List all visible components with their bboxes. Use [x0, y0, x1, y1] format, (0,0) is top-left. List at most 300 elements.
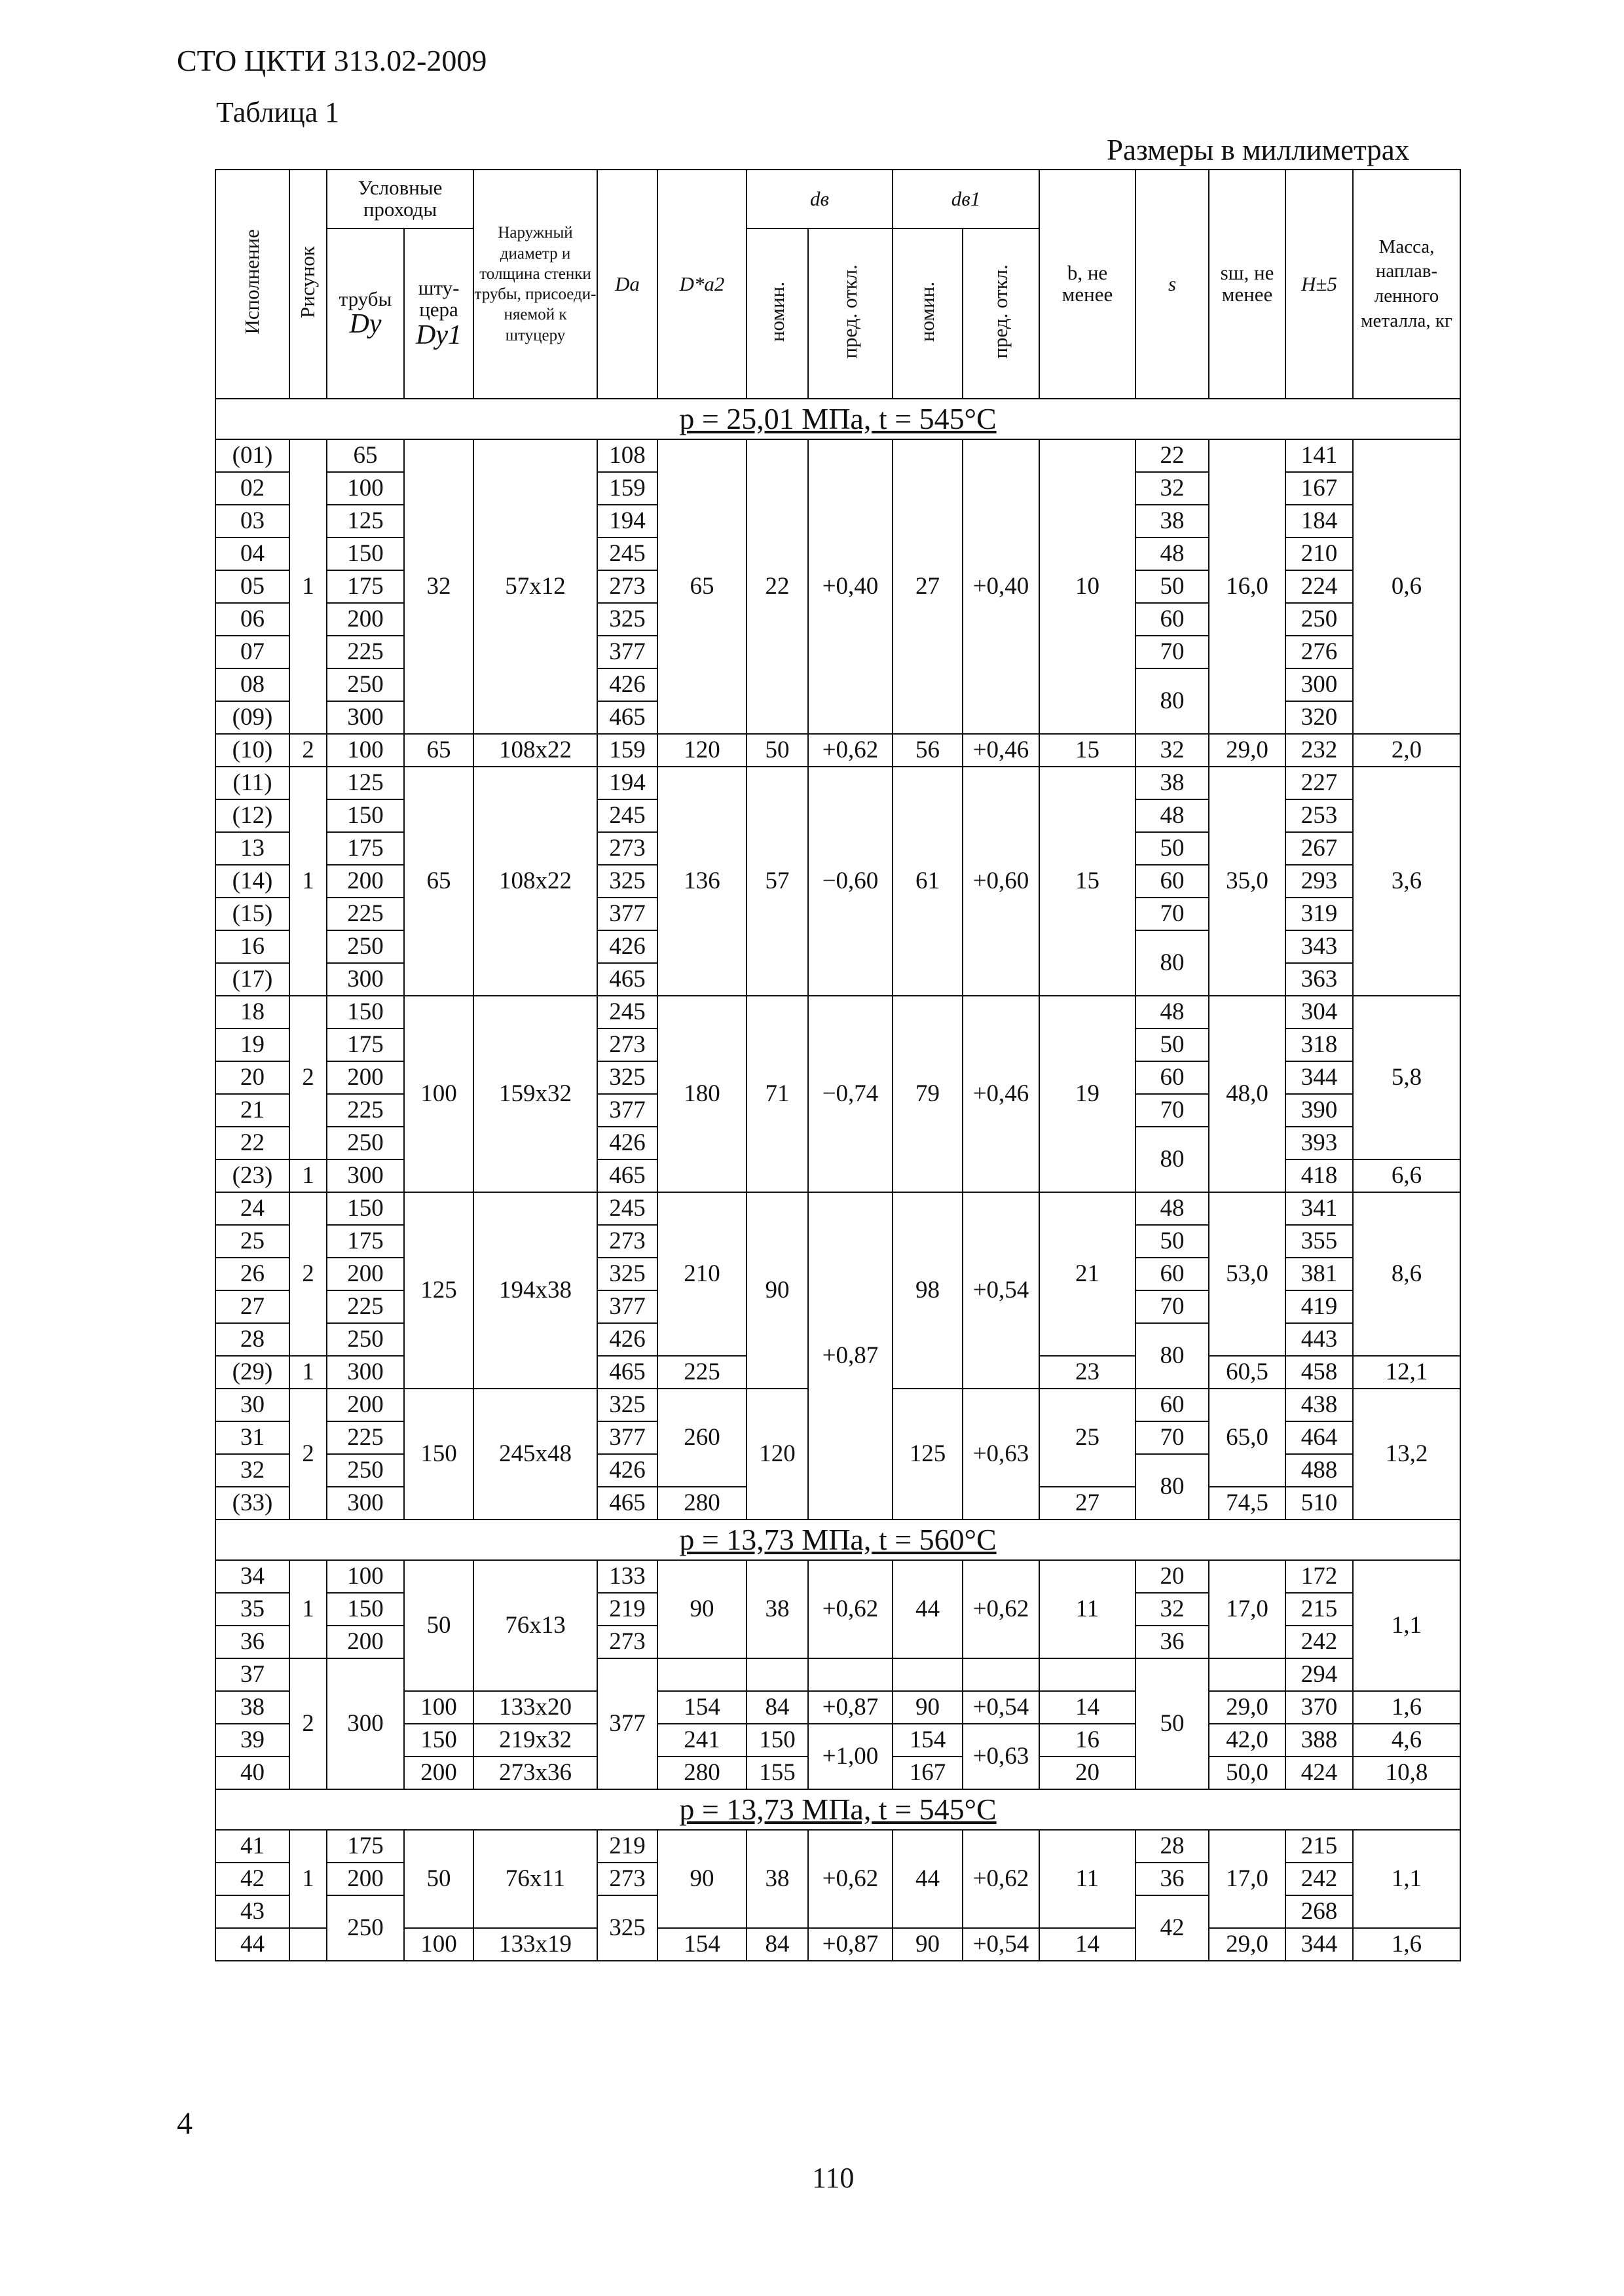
- cell-dy: 225: [327, 1094, 404, 1127]
- cell-massa: 2,0: [1353, 734, 1460, 767]
- section-title: p = 13,73 МПа, t = 560°С: [215, 1520, 1460, 1560]
- cell-b: 21: [1039, 1192, 1135, 1356]
- cell-dv1-nomin: 125: [893, 1389, 963, 1520]
- cell-risunok: 2: [289, 1389, 327, 1520]
- cell-ispolnenie: (12): [215, 799, 289, 832]
- cell-massa: 10,8: [1353, 1757, 1460, 1789]
- cell-da: 194: [597, 767, 657, 799]
- col-massa: Масса, наплав-ленного металла, кг: [1353, 170, 1460, 399]
- cell-dy: 250: [327, 668, 404, 701]
- cell-sh: 16,0: [1209, 439, 1285, 734]
- cell-ispolnenie: 20: [215, 1061, 289, 1094]
- cell-h: 344: [1285, 1928, 1353, 1961]
- cell-ispolnenie: (23): [215, 1159, 289, 1192]
- cell-ispolnenie: 28: [215, 1323, 289, 1356]
- cell-ispolnenie: 19: [215, 1029, 289, 1061]
- cell-dy: 200: [327, 865, 404, 898]
- cell-massa: 1,1: [1353, 1560, 1460, 1691]
- cell-dy: 300: [327, 1487, 404, 1520]
- cell-risunok: 1: [289, 1159, 327, 1192]
- cell-da: 465: [597, 963, 657, 996]
- cell-massa: 1,6: [1353, 1928, 1460, 1961]
- cell-dv1-otkl: +0,60: [963, 767, 1039, 996]
- cell-risunok: 1: [289, 1356, 327, 1389]
- cell-h: 276: [1285, 636, 1353, 668]
- cell-dv1-nomin: 90: [893, 1928, 963, 1961]
- cell-dv-nomin: 71: [747, 996, 808, 1192]
- cell-ispolnenie: 40: [215, 1757, 289, 1789]
- cell-sh: 35,0: [1209, 767, 1285, 996]
- cell-dv-nomin: 120: [747, 1389, 808, 1520]
- cell-s: 50: [1135, 1029, 1209, 1061]
- cell-da: 245: [597, 799, 657, 832]
- cell-da2: 241: [657, 1724, 747, 1757]
- cell-sh: 60,5: [1209, 1356, 1285, 1389]
- cell-dy: 100: [327, 472, 404, 505]
- cell-dv1-nomin: 154: [893, 1724, 963, 1757]
- cell-dv-nomin: 22: [747, 439, 808, 734]
- cell-s: 32: [1135, 472, 1209, 505]
- table-row: [215, 767, 1460, 799]
- cell-da: 377: [597, 1290, 657, 1323]
- cell-da: 465: [597, 701, 657, 734]
- cell-dy1: 150: [404, 1389, 473, 1520]
- cell-b: 19: [1039, 996, 1135, 1192]
- cell-h: 341: [1285, 1192, 1353, 1225]
- cell-dy1: 100: [404, 1928, 473, 1961]
- cell-dy: 200: [327, 1389, 404, 1421]
- cell-massa: 6,6: [1353, 1159, 1460, 1192]
- cell-dv-otkl: −0,60: [808, 767, 893, 996]
- cell-h: 242: [1285, 1863, 1353, 1895]
- cell-b: 25: [1039, 1389, 1135, 1487]
- cell-da: 194: [597, 505, 657, 538]
- cell-dy: 175: [327, 1830, 404, 1863]
- cell-tube-size: 245х48: [473, 1389, 597, 1520]
- cell-da: 273: [597, 1863, 657, 1895]
- cell-ispolnenie: 27: [215, 1290, 289, 1323]
- cell-da2: 154: [657, 1928, 747, 1961]
- cell-sh: 74,5: [1209, 1487, 1285, 1520]
- cell-h: 253: [1285, 799, 1353, 832]
- cell-sh: 48,0: [1209, 996, 1285, 1192]
- cell-ispolnenie: 31: [215, 1421, 289, 1454]
- cell-tube-size: 133х19: [473, 1928, 597, 1961]
- col-dv1-pred-otkl: пред. откл.: [963, 228, 1039, 399]
- cell-s: 28: [1135, 1830, 1209, 1863]
- cell-b: 14: [1039, 1928, 1135, 1961]
- cell-s: 80: [1135, 1127, 1209, 1192]
- table-row: [215, 996, 1460, 1029]
- cell-ispolnenie: (09): [215, 701, 289, 734]
- col-sh: sш, не менее: [1209, 170, 1285, 399]
- section-title: p = 25,01 МПа, t = 545°С: [215, 399, 1460, 439]
- cell-risunok: 2: [289, 1192, 327, 1356]
- cell-h: 510: [1285, 1487, 1353, 1520]
- cell-dy: 200: [327, 1258, 404, 1290]
- cell-da2: 225: [657, 1356, 747, 1389]
- cell-sh: 29,0: [1209, 734, 1285, 767]
- cell-da: 245: [597, 996, 657, 1029]
- cell-h: 242: [1285, 1626, 1353, 1658]
- cell-dy: 150: [327, 996, 404, 1029]
- cell-h: 141: [1285, 439, 1353, 472]
- cell-h: 304: [1285, 996, 1353, 1029]
- cell-dy1: 200: [404, 1757, 473, 1789]
- cell-h: 300: [1285, 668, 1353, 701]
- table-row: [215, 1560, 1460, 1593]
- cell-ispolnenie: (15): [215, 898, 289, 930]
- cell-dy: 225: [327, 898, 404, 930]
- cell-sh: 17,0: [1209, 1560, 1285, 1658]
- page-number-center: 110: [812, 2162, 855, 2194]
- col-h: H±5: [1285, 170, 1353, 399]
- cell-da: 426: [597, 930, 657, 963]
- cell-dv-otkl: +0,62: [808, 1560, 893, 1658]
- cell-h: 343: [1285, 930, 1353, 963]
- cell-s: 60: [1135, 1389, 1209, 1421]
- cell-s: 70: [1135, 1421, 1209, 1454]
- table-row: [215, 1658, 1460, 1691]
- cell-dv1-nomin: 44: [893, 1560, 963, 1658]
- col-dv: dв: [747, 170, 893, 228]
- table-row: [215, 439, 1460, 472]
- cell-dy: 300: [327, 701, 404, 734]
- cell-s: 70: [1135, 898, 1209, 930]
- cell-dv1-otkl: +0,54: [963, 1192, 1039, 1389]
- cell-s: 48: [1135, 799, 1209, 832]
- cell-dv1-otkl: +0,40: [963, 439, 1039, 734]
- cell-dy: 175: [327, 570, 404, 603]
- cell-ispolnenie: (01): [215, 439, 289, 472]
- cell-dv-otkl: +0,87: [808, 1691, 893, 1724]
- cell-da2: 260: [657, 1389, 747, 1487]
- cell-da: 159: [597, 472, 657, 505]
- cell-dy: 175: [327, 1029, 404, 1061]
- cell-h: 464: [1285, 1421, 1353, 1454]
- units-note: Размеры в миллиметрах: [1107, 134, 1410, 166]
- cell-h: 293: [1285, 865, 1353, 898]
- cell-da: 465: [597, 1159, 657, 1192]
- cell-tube-size: 108х22: [473, 767, 597, 996]
- cell-da: 377: [597, 1094, 657, 1127]
- cell-dv-nomin: 57: [747, 767, 808, 996]
- cell-massa: 4,6: [1353, 1724, 1460, 1757]
- cell-ispolnenie: 30: [215, 1389, 289, 1421]
- cell-da: 325: [597, 1895, 657, 1961]
- cell-s: 60: [1135, 1061, 1209, 1094]
- cell-dy: 200: [327, 1626, 404, 1658]
- cell-s: 38: [1135, 767, 1209, 799]
- cell-h: 381: [1285, 1258, 1353, 1290]
- cell-da: 108: [597, 439, 657, 472]
- col-s: s: [1135, 170, 1209, 399]
- cell-dv1-nomin: 44: [893, 1830, 963, 1928]
- cell-dv1-otkl: +0,54: [963, 1691, 1039, 1724]
- cell-risunok: 2: [289, 996, 327, 1159]
- cell-dy: 250: [327, 1127, 404, 1159]
- cell-sh: 29,0: [1209, 1691, 1285, 1724]
- cell-massa: 12,1: [1353, 1356, 1460, 1389]
- cell-dy: 100: [327, 734, 404, 767]
- cell-dv-nomin: 155: [747, 1757, 808, 1789]
- cell-dy1: 50: [404, 1560, 473, 1691]
- cell-h: 438: [1285, 1389, 1353, 1421]
- cell-h: 393: [1285, 1127, 1353, 1159]
- cell-h: 318: [1285, 1029, 1353, 1061]
- cell-massa: 0,6: [1353, 439, 1460, 734]
- cell-s: 32: [1135, 1593, 1209, 1626]
- cell-da: 426: [597, 668, 657, 701]
- cell-s: 50: [1135, 570, 1209, 603]
- cell-dy: 175: [327, 1225, 404, 1258]
- cell-ispolnenie: 18: [215, 996, 289, 1029]
- cell-dv1-nomin: 167: [893, 1757, 963, 1789]
- cell-s: 32: [1135, 734, 1209, 767]
- cell-dy: 225: [327, 1421, 404, 1454]
- cell-dv1-nomin: 27: [893, 439, 963, 734]
- table-row: [215, 1830, 1460, 1863]
- cell-da: 273: [597, 1225, 657, 1258]
- cell-dv1-otkl: +0,62: [963, 1830, 1039, 1928]
- cell-h: 458: [1285, 1356, 1353, 1389]
- cell-h: 388: [1285, 1724, 1353, 1757]
- cell-s: 50: [1135, 1658, 1209, 1789]
- cell-da2: [657, 1658, 747, 1691]
- cell-sh: [1209, 1658, 1285, 1691]
- cell-dy1: 65: [404, 734, 473, 767]
- document-code: СТО ЦКТИ 313.02-2009: [177, 44, 487, 77]
- cell-sh: 53,0: [1209, 1192, 1285, 1356]
- cell-h: 488: [1285, 1454, 1353, 1487]
- cell-dy1: 100: [404, 996, 473, 1192]
- cell-da: 273: [597, 570, 657, 603]
- cell-massa: 8,6: [1353, 1192, 1460, 1356]
- col-uslovnye-prohody: Условные проходы: [327, 170, 473, 228]
- cell-da: 325: [597, 1389, 657, 1421]
- cell-dy: 150: [327, 799, 404, 832]
- cell-dv-otkl: +0,87: [808, 1928, 893, 1961]
- cell-tube-size: 76х13: [473, 1560, 597, 1691]
- cell-s: 50: [1135, 1225, 1209, 1258]
- cell-s: 60: [1135, 865, 1209, 898]
- cell-s: 48: [1135, 996, 1209, 1029]
- cell-dy: 300: [327, 1356, 404, 1389]
- cell-da: 465: [597, 1487, 657, 1520]
- cell-risunok: 1: [289, 439, 327, 734]
- cell-dv1-nomin: 90: [893, 1691, 963, 1724]
- cell-s: 50: [1135, 832, 1209, 865]
- cell-dv-nomin: 150: [747, 1724, 808, 1757]
- section-title: p = 13,73 МПа, t = 545°С: [215, 1789, 1460, 1830]
- cell-s: 70: [1135, 1290, 1209, 1323]
- cell-s: 80: [1135, 1323, 1209, 1389]
- cell-h: 250: [1285, 603, 1353, 636]
- cell-dv-nomin: 38: [747, 1830, 808, 1928]
- cell-ispolnenie: 34: [215, 1560, 289, 1593]
- cell-risunok: 2: [289, 734, 327, 767]
- cell-da: 245: [597, 538, 657, 570]
- cell-dv-nomin: 38: [747, 1560, 808, 1658]
- cell-dy: 150: [327, 538, 404, 570]
- cell-da: 325: [597, 1061, 657, 1094]
- cell-h: 443: [1285, 1323, 1353, 1356]
- cell-dv1-otkl: +0,54: [963, 1928, 1039, 1961]
- cell-h: 184: [1285, 505, 1353, 538]
- cell-dv1-nomin: 61: [893, 767, 963, 996]
- cell-dy: 225: [327, 636, 404, 668]
- cell-s: 70: [1135, 1094, 1209, 1127]
- cell-dv-otkl: +0,87: [808, 1192, 893, 1520]
- cell-da2: 90: [657, 1560, 747, 1658]
- cell-s: 60: [1135, 603, 1209, 636]
- col-risunok: Рисунок: [289, 170, 327, 399]
- cell-ispolnenie: 22: [215, 1127, 289, 1159]
- cell-da: 245: [597, 1192, 657, 1225]
- cell-dv1-nomin: 79: [893, 996, 963, 1192]
- cell-da2: 180: [657, 996, 747, 1192]
- col-shtucera: шту-цера Dy1: [404, 228, 473, 399]
- cell-s: 42: [1135, 1895, 1209, 1961]
- cell-s: 48: [1135, 1192, 1209, 1225]
- cell-dy1: 32: [404, 439, 473, 734]
- cell-ispolnenie: (11): [215, 767, 289, 799]
- cell-dv1-nomin: [893, 1658, 963, 1691]
- cell-dv1-otkl: +0,46: [963, 734, 1039, 767]
- cell-ispolnenie: 06: [215, 603, 289, 636]
- cell-dv-nomin: 84: [747, 1691, 808, 1724]
- cell-da: 377: [597, 1421, 657, 1454]
- dimensions-table: [215, 169, 1461, 1961]
- page-number-left: 4: [177, 2106, 193, 2141]
- cell-da: 377: [597, 1658, 657, 1789]
- cell-dy1: 100: [404, 1691, 473, 1724]
- cell-da2: 120: [657, 734, 747, 767]
- cell-ispolnenie: 13: [215, 832, 289, 865]
- cell-ispolnenie: 42: [215, 1863, 289, 1895]
- cell-b: [1039, 1658, 1135, 1691]
- cell-h: 390: [1285, 1094, 1353, 1127]
- col-dv-pred-otkl: пред. откл.: [808, 228, 893, 399]
- cell-dv-otkl: +0,62: [808, 1830, 893, 1928]
- cell-h: 424: [1285, 1757, 1353, 1789]
- cell-tube-size: 194х38: [473, 1192, 597, 1389]
- cell-b: 10: [1039, 439, 1135, 734]
- cell-ispolnenie: 07: [215, 636, 289, 668]
- cell-dy: 250: [327, 1454, 404, 1487]
- cell-ispolnenie: 32: [215, 1454, 289, 1487]
- table-row: [215, 1192, 1460, 1225]
- col-da2: D*a2: [657, 170, 747, 399]
- cell-dy: 200: [327, 1863, 404, 1895]
- cell-s: 36: [1135, 1863, 1209, 1895]
- cell-dy: 175: [327, 832, 404, 865]
- cell-da2: 90: [657, 1830, 747, 1928]
- cell-ispolnenie: 38: [215, 1691, 289, 1724]
- cell-ispolnenie: (29): [215, 1356, 289, 1389]
- cell-dy: 200: [327, 1061, 404, 1094]
- col-dv1-nomin: номин.: [893, 228, 963, 399]
- cell-sh: 29,0: [1209, 1928, 1285, 1961]
- cell-h: 232: [1285, 734, 1353, 767]
- cell-dv-otkl: +1,00: [808, 1724, 893, 1789]
- cell-dy: 150: [327, 1192, 404, 1225]
- cell-da: 325: [597, 603, 657, 636]
- cell-ispolnenie: 36: [215, 1626, 289, 1658]
- col-dv1: dв1: [893, 170, 1039, 228]
- cell-h: 344: [1285, 1061, 1353, 1094]
- cell-s: 80: [1135, 1454, 1209, 1520]
- cell-tube-size: 133х20: [473, 1691, 597, 1724]
- cell-da: 133: [597, 1560, 657, 1593]
- cell-dv-otkl: +0,40: [808, 439, 893, 734]
- cell-da2: 210: [657, 1192, 747, 1356]
- cell-h: 294: [1285, 1658, 1353, 1691]
- cell-dv-nomin: 90: [747, 1192, 808, 1389]
- cell-dy1: 50: [404, 1830, 473, 1928]
- cell-s: 70: [1135, 636, 1209, 668]
- cell-da2: 154: [657, 1691, 747, 1724]
- cell-massa: 3,6: [1353, 767, 1460, 996]
- cell-h: 419: [1285, 1290, 1353, 1323]
- cell-h: 268: [1285, 1895, 1353, 1928]
- cell-dy: 250: [327, 1895, 404, 1961]
- cell-b: 11: [1039, 1560, 1135, 1658]
- cell-massa: 13,2: [1353, 1389, 1460, 1520]
- cell-b: 11: [1039, 1830, 1135, 1928]
- cell-b: 20: [1039, 1757, 1135, 1789]
- cell-massa: 1,1: [1353, 1830, 1460, 1928]
- cell-ispolnenie: 41: [215, 1830, 289, 1863]
- cell-sh: 42,0: [1209, 1724, 1285, 1757]
- cell-ispolnenie: 05: [215, 570, 289, 603]
- cell-dy: 250: [327, 1323, 404, 1356]
- cell-da: 273: [597, 832, 657, 865]
- cell-b: 16: [1039, 1724, 1135, 1757]
- cell-risunok: 1: [289, 767, 327, 996]
- cell-ispolnenie: 26: [215, 1258, 289, 1290]
- cell-tube-size: 219х32: [473, 1724, 597, 1757]
- cell-dv1-otkl: [963, 1658, 1039, 1691]
- cell-h: 355: [1285, 1225, 1353, 1258]
- cell-da2: 136: [657, 767, 747, 996]
- cell-h: 224: [1285, 570, 1353, 603]
- cell-dv-otkl: −0,74: [808, 996, 893, 1192]
- cell-ispolnenie: 08: [215, 668, 289, 701]
- cell-ispolnenie: 21: [215, 1094, 289, 1127]
- cell-s: 38: [1135, 505, 1209, 538]
- section-row: [215, 399, 1460, 439]
- cell-da: 219: [597, 1830, 657, 1863]
- cell-h: 210: [1285, 538, 1353, 570]
- cell-ispolnenie: 02: [215, 472, 289, 505]
- cell-dy: 125: [327, 767, 404, 799]
- table-body: [215, 399, 1460, 1961]
- cell-da: 325: [597, 865, 657, 898]
- cell-risunok: [289, 1928, 327, 1961]
- cell-risunok: 2: [289, 1658, 327, 1789]
- cell-dv1-otkl: +0,62: [963, 1560, 1039, 1658]
- cell-dy1: 150: [404, 1724, 473, 1757]
- cell-b: 15: [1039, 734, 1135, 767]
- cell-dv-nomin: [747, 1658, 808, 1691]
- cell-b: 27: [1039, 1487, 1135, 1520]
- cell-h: 320: [1285, 701, 1353, 734]
- cell-ispolnenie: 35: [215, 1593, 289, 1626]
- cell-dy: 150: [327, 1593, 404, 1626]
- cell-dy: 250: [327, 930, 404, 963]
- cell-h: 215: [1285, 1830, 1353, 1863]
